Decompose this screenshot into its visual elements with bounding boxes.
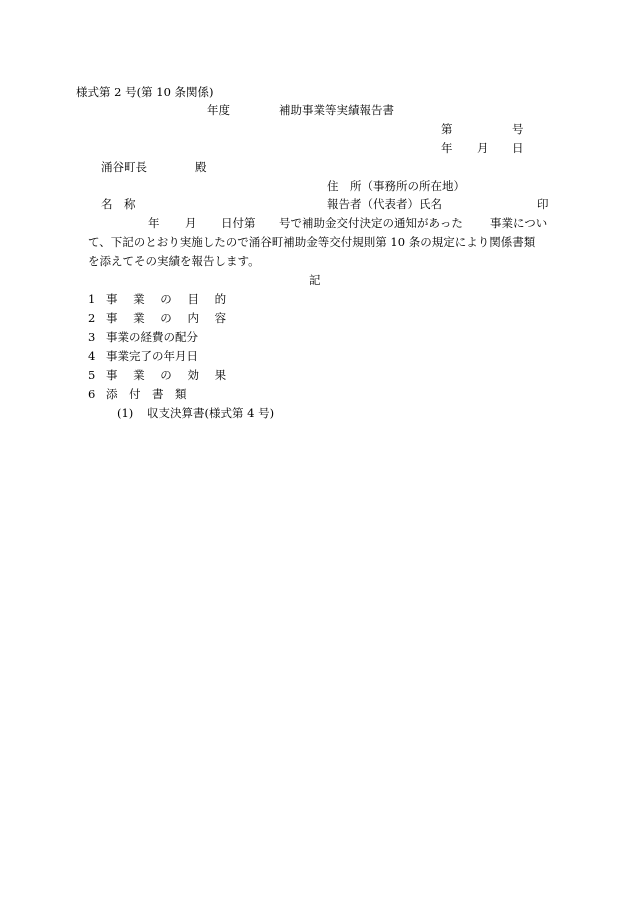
- body-line1-project: 事業につい: [490, 216, 548, 230]
- body-line3: を添えてその実績を報告します。: [88, 254, 260, 268]
- item-number: 6: [88, 387, 96, 401]
- list-item: [88, 368, 232, 382]
- item-number: 1: [88, 292, 96, 306]
- item-label: 添 付 書 類: [105, 387, 187, 401]
- list-item: [88, 330, 198, 344]
- doc-number-dai: 第: [441, 122, 453, 136]
- item-label: 事業の経費の配分: [105, 330, 198, 344]
- item-label: 事業完了の年月日: [105, 349, 198, 363]
- attachment-number: (1): [117, 406, 134, 420]
- ki-heading: 記: [309, 273, 321, 287]
- body-line1-tail: 号で補助金交付決定の通知があった: [279, 216, 463, 230]
- attachment-item: [117, 406, 274, 420]
- item-label: 事 業 の 内 容: [105, 311, 233, 325]
- list-item: [88, 311, 232, 325]
- body-line1-day-no: 日付第: [221, 216, 256, 230]
- date-year: 年: [441, 141, 453, 155]
- attachment-label: 収支決算書(様式第 4 号): [146, 406, 275, 420]
- seal-mark: 印: [537, 197, 549, 211]
- form-label: 様式第 2 号(第 10 条関係): [76, 85, 214, 99]
- date-month: 月: [477, 141, 489, 155]
- body-line2: て、下記のとおり実施したので涌谷町補助金等交付規則第 10 条の規定により関係書類: [88, 235, 536, 249]
- addressee-name: 涌谷町長: [101, 160, 147, 174]
- page-title: 補助事業等実績報告書: [279, 103, 394, 117]
- list-item: [88, 349, 198, 363]
- doc-number-go: 号: [512, 122, 524, 136]
- list-item: [88, 387, 186, 401]
- item-label: 事 業 の 目 的: [105, 292, 233, 306]
- date-day: 日: [512, 141, 524, 155]
- list-item: [88, 292, 232, 306]
- item-number: 2: [88, 311, 96, 325]
- item-number: 5: [88, 368, 96, 382]
- item-number: 3: [88, 330, 96, 344]
- reporter-rep-label: 報告者（代表者）氏名: [327, 197, 442, 211]
- reporter-address-label: 住 所（事務所の所在地）: [327, 179, 465, 193]
- item-number: 4: [88, 349, 96, 363]
- body-line1-month: 月: [185, 216, 197, 230]
- reporter-org-label: 名 称: [101, 197, 136, 211]
- body-line1-year: 年: [148, 216, 160, 230]
- title-year-label: 年度: [207, 103, 230, 117]
- addressee-honorific: 殿: [195, 160, 207, 174]
- item-label: 事 業 の 効 果: [105, 368, 233, 382]
